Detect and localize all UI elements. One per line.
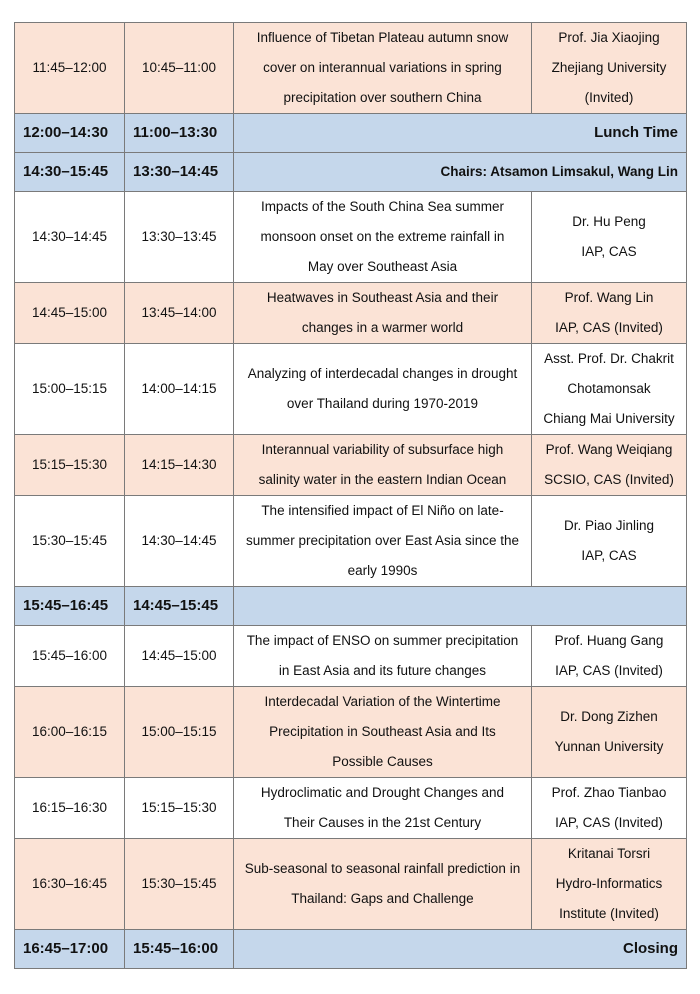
talk-row (15, 687, 687, 778)
talk-speaker (532, 687, 687, 778)
session-band-row (15, 153, 687, 192)
text-line: Hydroclimatic and Drought Changes and (260, 785, 505, 800)
text-line: IAP, CAS (581, 244, 637, 259)
text-line: Prof. Huang Gang (554, 633, 664, 648)
talk-row (15, 344, 687, 435)
text-line: Chiang Mai University (543, 411, 675, 426)
session-label: Closing (234, 930, 687, 969)
text-line: May over Southeast Asia (307, 259, 458, 274)
talk-time-utc: 15:30–15:45 (125, 839, 234, 930)
text-line: Prof. Jia Xiaojing (558, 30, 660, 45)
session-band-row (15, 930, 687, 969)
talk-title (234, 839, 532, 930)
text-line: Possible Causes (332, 754, 433, 769)
talk-time-local: 14:45–15:00 (15, 283, 125, 344)
text-line: Dr. Piao Jinling (563, 518, 655, 533)
talk-time-local: 16:00–16:15 (15, 687, 125, 778)
talk-time-utc: 14:45–15:00 (125, 626, 234, 687)
session-band-row (15, 114, 687, 153)
session-time-utc: 11:00–13:30 (125, 114, 234, 153)
text-line: over Thailand during 1970-2019 (286, 396, 479, 411)
talk-row (15, 626, 687, 687)
talk-row (15, 496, 687, 587)
text-line: The impact of ENSO on summer precipitation (246, 633, 519, 648)
talk-title (234, 496, 532, 587)
text-line: salinity water in the eastern Indian Ocean (258, 472, 507, 487)
session-time-utc: 15:45–16:00 (125, 930, 234, 969)
session-band-row (15, 587, 687, 626)
text-line: (Invited) (584, 90, 634, 105)
talk-time-utc: 13:30–13:45 (125, 192, 234, 283)
text-line: Analyzing of interdecadal changes in drought (247, 366, 518, 381)
session-time-local: 14:30–15:45 (15, 153, 125, 192)
talk-time-local: 15:00–15:15 (15, 344, 125, 435)
talk-title (234, 626, 532, 687)
text-line: Hydro-Informatics (555, 876, 663, 891)
talk-row (15, 192, 687, 283)
talk-title (234, 283, 532, 344)
text-line: Prof. Zhao Tianbao (551, 785, 667, 800)
talk-time-local: 15:15–15:30 (15, 435, 125, 496)
talk-time-utc: 14:30–14:45 (125, 496, 234, 587)
talk-row (15, 839, 687, 930)
text-line: precipitation over southern China (283, 90, 482, 105)
talk-speaker (532, 283, 687, 344)
talk-time-utc: 13:45–14:00 (125, 283, 234, 344)
session-time-utc: 13:30–14:45 (125, 153, 234, 192)
session-time-local: 12:00–14:30 (15, 114, 125, 153)
text-line: IAP, CAS (Invited) (555, 815, 663, 830)
talk-row (15, 435, 687, 496)
session-label: Chairs: Atsamon Limsakul, Wang Lin (234, 153, 687, 192)
talk-time-local: 15:45–16:00 (15, 626, 125, 687)
talk-speaker (532, 496, 687, 587)
text-line: SCSIO, CAS (Invited) (544, 472, 674, 487)
talk-time-local: 15:30–15:45 (15, 496, 125, 587)
text-line: Dr. Dong Zizhen (560, 709, 658, 724)
text-line: Precipitation in Southeast Asia and Its (269, 724, 496, 739)
talk-speaker (532, 778, 687, 839)
text-line: IAP, CAS (581, 548, 637, 563)
text-line: summer precipitation over East Asia since the (245, 533, 520, 548)
session-label: Lunch Time (234, 114, 687, 153)
talk-time-utc: 10:45–11:00 (125, 23, 234, 114)
text-line: Sub-seasonal to seasonal rainfall prediction in (244, 861, 521, 876)
talk-speaker (532, 344, 687, 435)
talk-row (15, 283, 687, 344)
session-time-utc: 14:45–15:45 (125, 587, 234, 626)
text-line: IAP, CAS (Invited) (555, 663, 663, 678)
talk-title (234, 23, 532, 114)
text-line: monsoon onset on the extreme rainfall in (260, 229, 505, 244)
talk-title (234, 687, 532, 778)
text-line: early 1990s (347, 563, 418, 578)
talk-title (234, 344, 532, 435)
text-line: Their Causes in the 21st Century (283, 815, 482, 830)
schedule-table (14, 22, 687, 969)
text-line: The intensified impact of El Niño on late- (261, 503, 504, 518)
text-line: Asst. Prof. Dr. Chakrit (544, 351, 674, 366)
talk-time-local: 14:30–14:45 (15, 192, 125, 283)
talk-speaker (532, 192, 687, 283)
talk-time-utc: 14:15–14:30 (125, 435, 234, 496)
talk-row (15, 778, 687, 839)
talk-speaker (532, 839, 687, 930)
talk-speaker (532, 23, 687, 114)
talk-time-utc: 15:15–15:30 (125, 778, 234, 839)
talk-time-local: 16:30–16:45 (15, 839, 125, 930)
text-line: Institute (Invited) (559, 906, 659, 921)
text-line: Interdecadal Variation of the Wintertime (264, 694, 501, 709)
talk-time-local: 11:45–12:00 (15, 23, 125, 114)
text-line: IAP, CAS (Invited) (555, 320, 663, 335)
text-line: Heatwaves in Southeast Asia and their (266, 290, 499, 305)
text-line: Chotamonsak (567, 381, 651, 396)
talk-time-utc: 15:00–15:15 (125, 687, 234, 778)
talk-row (15, 23, 687, 114)
text-line: Kritanai Torsri (567, 846, 651, 861)
session-label (234, 587, 687, 626)
text-line: Prof. Wang Lin (564, 290, 654, 305)
talk-title (234, 435, 532, 496)
text-line: Influence of Tibetan Plateau autumn snow (256, 30, 509, 45)
talk-speaker (532, 626, 687, 687)
text-line: Yunnan University (554, 739, 664, 754)
text-line: Prof. Wang Weiqiang (545, 442, 673, 457)
talk-speaker (532, 435, 687, 496)
talk-time-utc: 14:00–14:15 (125, 344, 234, 435)
text-line: Interannual variability of subsurface high (261, 442, 504, 457)
talk-title (234, 778, 532, 839)
talk-time-local: 16:15–16:30 (15, 778, 125, 839)
session-time-local: 15:45–16:45 (15, 587, 125, 626)
session-time-local: 16:45–17:00 (15, 930, 125, 969)
text-line: Zhejiang University (551, 60, 667, 75)
talk-title (234, 192, 532, 283)
text-line: Thailand: Gaps and Challenge (291, 891, 474, 906)
text-line: Dr. Hu Peng (572, 214, 646, 229)
text-line: cover on interannual variations in spring (263, 60, 502, 75)
text-line: Impacts of the South China Sea summer (260, 199, 505, 214)
text-line: changes in a warmer world (301, 320, 464, 335)
text-line: in East Asia and its future changes (278, 663, 487, 678)
